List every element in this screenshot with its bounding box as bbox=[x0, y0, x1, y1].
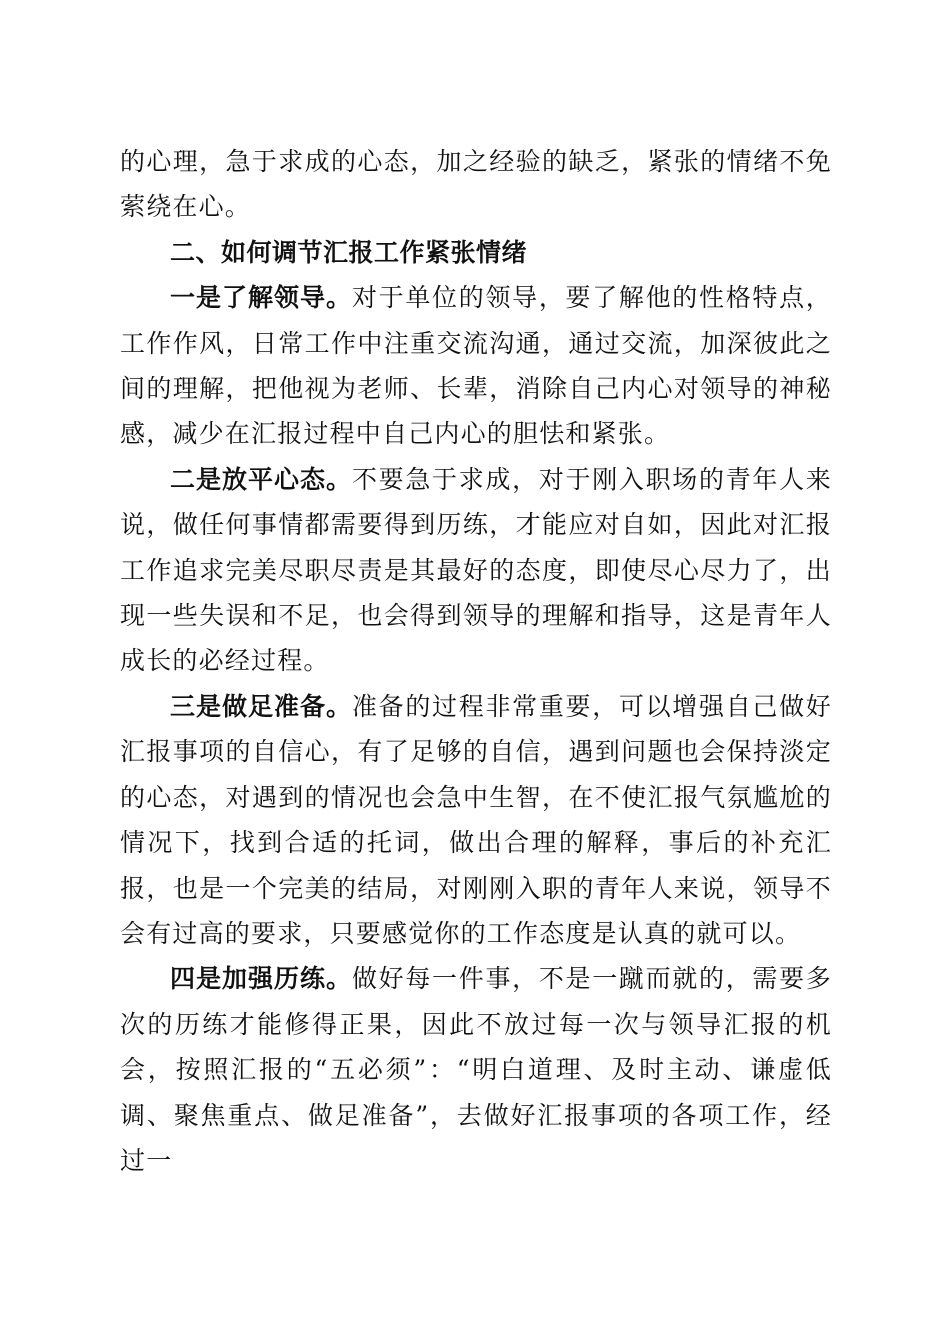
paragraph-4 bbox=[120, 956, 832, 1183]
paragraph-1-body: 对于单位的领导，要了解他的性格特点，工作作风，日常工作中注重交流沟通，通过交流，加深彼此之间的理解，把他视为老师、长辈，消除自己内心对领导的神秘感，减少在汇报过程中自己内心的胆怯和紧张。 bbox=[120, 283, 832, 449]
paragraph-1 bbox=[120, 275, 832, 457]
paragraph-3 bbox=[120, 684, 832, 956]
paragraph-4-body: 做好每一件事，不是一蹴而就的，需要多次的历练才能修得正果，因此不放过每一次与领导汇报的机会，按照汇报的“五必须”：“明白道理、及时主动、谦虚低调、聚焦重点、做足准备”，去做好汇报事项的各项工作，经过一 bbox=[120, 964, 832, 1175]
paragraph-3-lead: 三是做足准备。 bbox=[170, 691, 352, 721]
paragraph-2-lead: 二是放平心态。 bbox=[170, 464, 352, 494]
paragraph-2-body: 不要急于求成，对于刚入职场的青年人来说，做任何事情都需要得到历练，才能应对自如，因此对汇报工作追求完美尽职尽责是其最好的态度，即使尽心尽力了，出现一些失误和不足，也会得到领导的理解和指导，这是青年人成长的必经过程。 bbox=[120, 464, 832, 676]
paragraph-3-body: 准备的过程非常重要，可以增强自己做好汇报事项的自信心，有了足够的自信，遇到问题也会保持淡定的心态，对遇到的情况也会急中生智，在不使汇报气氛尴尬的情况下，找到合适的托词，做出合理的解释，事后的补充汇报，也是一个完美的结局，对刚刚入职的青年人来说，领导不会有过高的要求，只要感觉你的工作态度是认真的就可以。 bbox=[120, 691, 832, 948]
paragraph-1-lead: 一是了解领导。 bbox=[170, 283, 352, 313]
paragraph-4-lead: 四是加强历练。 bbox=[170, 964, 352, 994]
paragraph-2 bbox=[120, 457, 832, 684]
continuation-paragraph: 的心理，急于求成的心态，加之经验的缺乏，紧张的情绪不免萦绕在心。 bbox=[120, 147, 832, 222]
document-page bbox=[120, 139, 832, 1183]
section-heading: 二、如何调节汇报工作紧张情绪 bbox=[170, 237, 528, 267]
